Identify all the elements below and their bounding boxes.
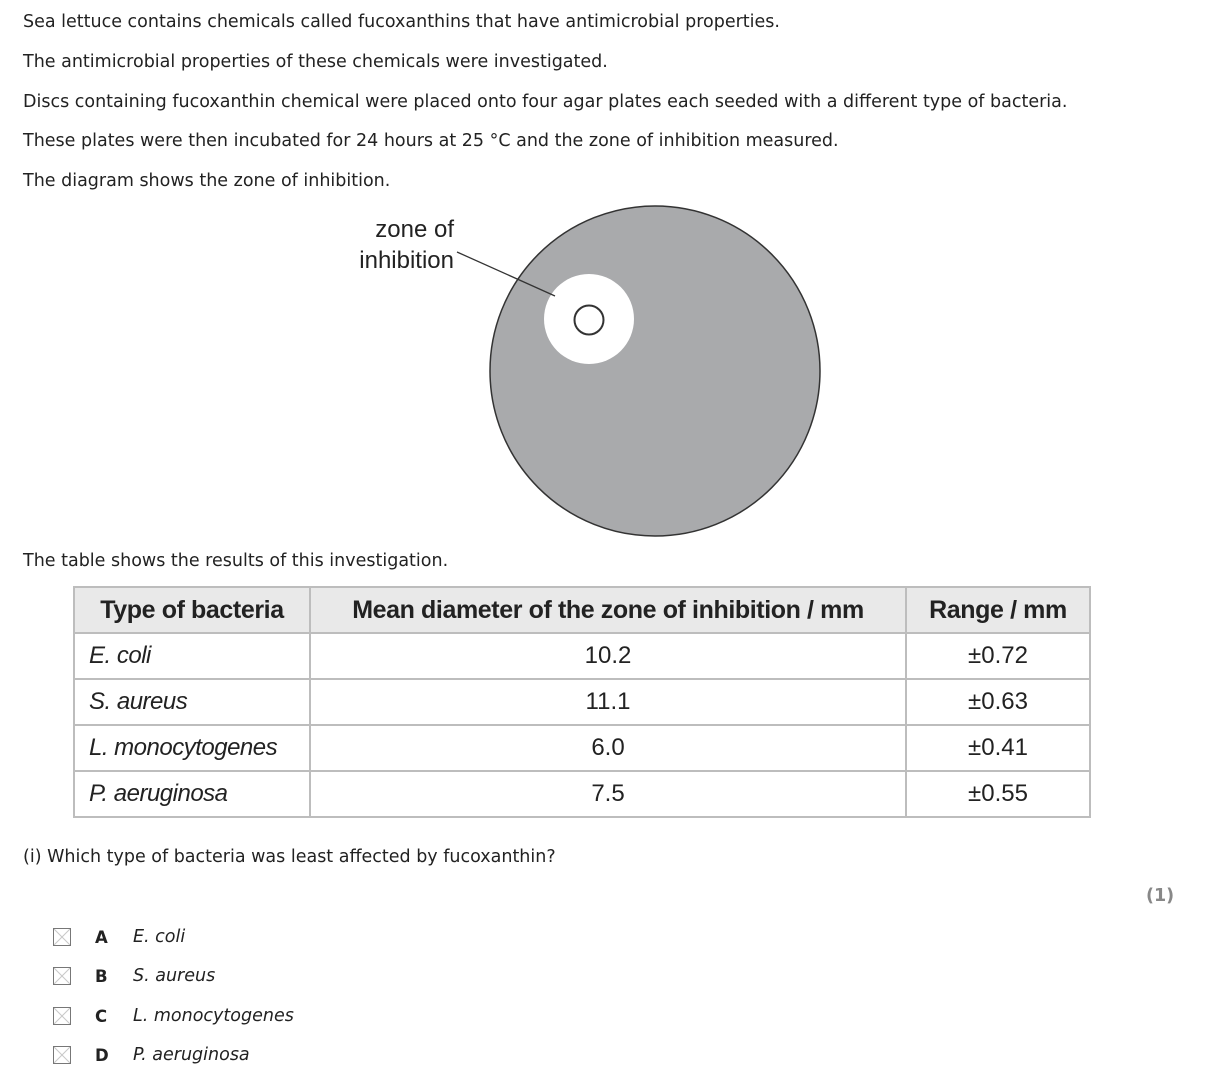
zone-label-line-2: inhibition (359, 247, 454, 274)
mean-cell: 11.1 (310, 679, 906, 725)
question-text: (i) Which type of bacteria was least affected by fucoxanthin? (23, 847, 556, 867)
mean-cell: 7.5 (310, 771, 906, 817)
intro-line-3: Discs containing fucoxanthin chemical were placed onto four agar plates each seeded with a different type of bacteria. (23, 92, 1068, 112)
option-letter: D (95, 1045, 109, 1065)
table-row (74, 633, 1090, 679)
intro-line-5: The diagram shows the zone of inhibition. (23, 171, 391, 191)
intro-line-2: The antimicrobial properties of these chemicals were investigated. (23, 52, 608, 72)
checkbox-icon[interactable] (53, 928, 71, 946)
range-cell: ±0.55 (906, 771, 1090, 817)
option-b[interactable] (53, 964, 216, 988)
option-label: P. aeruginosa (133, 1045, 250, 1065)
agar-plate-diagram (330, 200, 830, 540)
option-c[interactable] (53, 1004, 294, 1028)
header-mean-diameter: Mean diameter of the zone of inhibition / mm (310, 587, 906, 633)
bacteria-cell: L. monocytogenes (74, 725, 310, 771)
range-cell: ±0.63 (906, 679, 1090, 725)
intro-line-1: Sea lettuce contains chemicals called fucoxanthins that have antimicrobial properties. (23, 12, 780, 32)
option-letter: A (95, 927, 108, 947)
checkbox-icon[interactable] (53, 967, 71, 985)
mean-cell: 10.2 (310, 633, 906, 679)
checkbox-icon[interactable] (53, 1046, 71, 1064)
option-label: L. monocytogenes (133, 1006, 294, 1026)
option-d[interactable] (53, 1043, 250, 1067)
option-label: S. aureus (133, 966, 216, 986)
option-label: E. coli (133, 927, 186, 947)
table-row (74, 725, 1090, 771)
zone-label-line-1: zone of (375, 216, 454, 243)
marks-badge: (1) (1146, 886, 1175, 906)
bacteria-cell: P. aeruginosa (74, 771, 310, 817)
checkbox-icon[interactable] (53, 1007, 71, 1025)
bacteria-cell: S. aureus (74, 679, 310, 725)
table-row (74, 679, 1090, 725)
range-cell: ±0.72 (906, 633, 1090, 679)
antimicrobial-disc (575, 306, 604, 335)
header-range: Range / mm (906, 587, 1090, 633)
results-table (73, 586, 1091, 818)
option-a[interactable] (53, 925, 186, 949)
header-bacteria: Type of bacteria (74, 587, 310, 633)
table-header-row (74, 587, 1090, 633)
intro-line-4: These plates were then incubated for 24 hours at 25 °C and the zone of inhibition measured. (23, 131, 839, 151)
mean-cell: 6.0 (310, 725, 906, 771)
option-letter: B (95, 966, 108, 986)
agar-plate (490, 206, 820, 536)
table-intro: The table shows the results of this investigation. (23, 551, 449, 571)
table-row (74, 771, 1090, 817)
option-letter: C (95, 1006, 108, 1026)
range-cell: ±0.41 (906, 725, 1090, 771)
bacteria-cell: E. coli (74, 633, 310, 679)
